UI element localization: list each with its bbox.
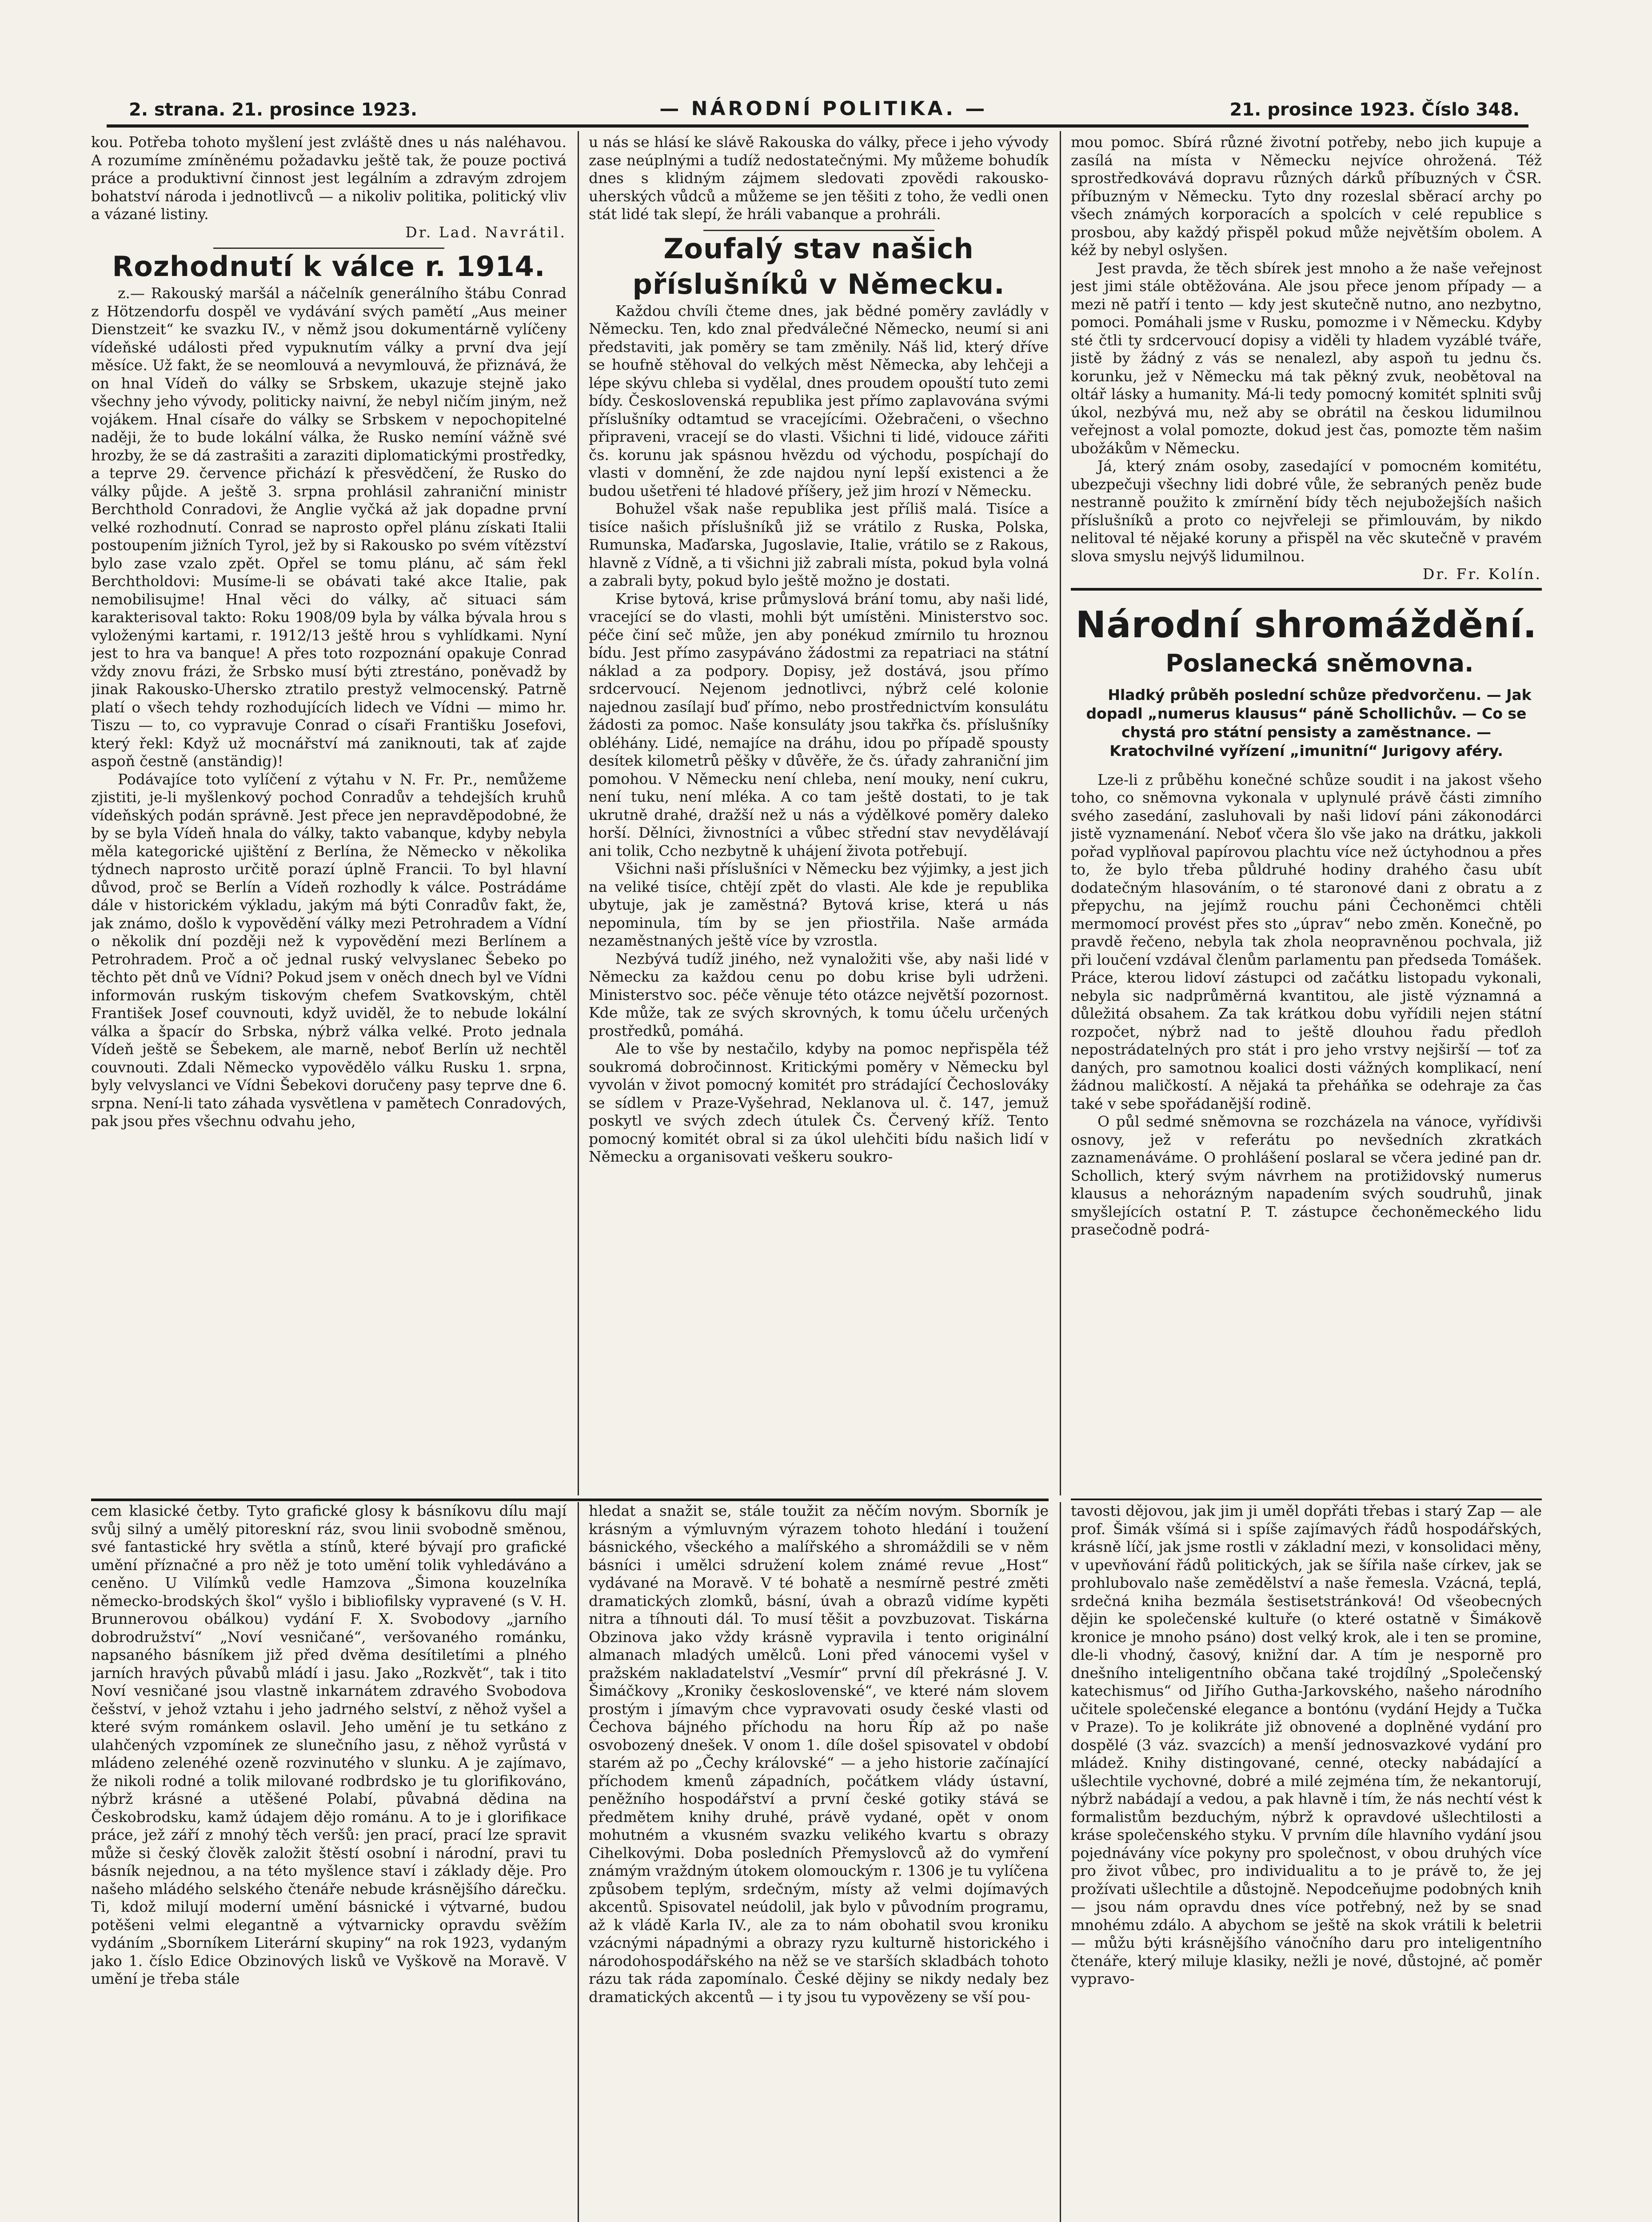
article-paragraph: Lze-li z průběhu konečné schůze soudit i na jakost všeho toho, co sněmovna vykonala v uplynulé právě části zimního svého zasedání, zasluhovali by naši lidoví páni zákonodárci jistě vyznamenání. Neboť včera šlo vše jako na drátku, jakkoli pořad vyplňoval papírovou plachtu více než úctyhodnou a přes to, že bylo třeba půldruhé hodiny drahého času ubít dodatečným hlasováním, o té staronové dani z obratu a z přepychu, na jejímž rouchu páni Čechoněmci chtěli mermomocí provést přes sto „úprav“ nebo změn. Konečně, po pravdě řečeno, nebyla tak zhola neopravněnou pochvala, již při loučení vzdával členům parlamentu pan předseda Tomášek. Práce, kterou lidoví zástupci od začátku listopadu vykonali, nebyla sic nadprůměrná kvantitou, ale jistě významná a důležitá obsahem. Za tak krátkou dobu vyřídili nejen státní rozpočet, nýbrž nad to ještě dlouhou řadu předloh nepostrádatelných pro stát i pro jeho vrstvy nejširší — toť za daných, pro samotnou koalici dosti vážných komplikací, není žádnou maličkostí. A nějaká ta přeháňka se odehraje za čas také v sebe spořádanější rodině. [1071, 771, 1542, 1112]
feuilleton-rule [91, 1499, 1049, 1501]
article-paragraph: Já, který znám osoby, zasedající v pomocném komitétu, ubezpečuji všechny lidi dobré vůle, že sebraných peněz bude nestranně použito k zmírnění bídy těch nejubožejších našich příslušníků a proto co nejvřeleji se přimlouvám, by nikdo nelitoval té nějaké koruny a přispěl na věc skutečně v pravém slova smyslu nejvýš lidumilnou. [1071, 457, 1542, 565]
author-signature: Dr. Lad. Navrátil. [405, 223, 567, 241]
header-left: 2. strana. 21. prosince 1923. [129, 100, 418, 120]
feuilleton-text: cem klasické četby. Tyto grafické glosy k básníkovu dílu mají svůj silný a umělý pitoreskní ráz, svou linii svobodně směnou, své fantastické hry světla a stínů, které bývají pro grafické umění příznačné a pro něž je toto umění tolik vyhledáváno a ceněno. U Vilímků vedle Hamzova „Šimona kouzelníka německo-brodských škol“ vyšlo i bibliofilsky vypravené (s V. H. Brunnerovou obálkou) vydání F. X. Svobodovy „jarního dobrodružství“ „Noví vesničané“, veršovaného románku, napsaného básníkem již před dvěma desítiletími a plného jarních hravých půvabů mládí i jasu. Jako „Rozkvět“, tak i tito Noví vesničané jsou vlastně inkarnátem zdravého Svobodova češství, v jehož vztahu i jeho jadrného selství, z něhož vyšel a které svým románkem oslavil. Jeho umění je tu setkáno z ulahčených vzpomínek ze slunečního jasu, z něhož vyrůstá v mládeno zelenéhé ozeně rozvinutého v slunku. A je zajímavo, že nikoli rodné a tolik milované rodbrdsko je tu glorifikováno, nýbrž krásné a utěšené Polabí, půvabná dědina na Českobrodsku, kamž údajem dějo románu. A to je i glorifikace práce, jež září z mnohý těch veršů: jen prací, prací lze spravit může si český člověk založit štěstí osobní i národní, pravi tu básník nejednou, a na této myšlence staví i základy děje. Pro našeho mládého selského čtenáře nebude krásnějšího dárečku. Ti, kdož milují moderní umění básnické i výtvarné, budou potěšeni velmi elegantně a výtvarnicky opravdu svěžím vydáním „Sborníkem Literární skupiny“ na rok 1923, vydaným jako 1. číslo Edice Obzinových lisků ve Vyškově na Moravě. V umění je třeba stále [91, 1502, 567, 1987]
article-headline: Zoufalý stav našich příslušníků v Německu. [632, 232, 1005, 300]
article-paragraph: z.— Rakouský maršál a náčelník generálního štábu Conrad z Hötzendorfu dospěl ve vydávání svých pamětí „Aus meiner Dienstzeit“ ke svazku IV., v němž jsou dokumentárně vylíčeny vídeňské události před vypuknutím války a první dva její měsíce. Už fakt, že se neomlouvá a nevymlouvá, že přiznává, že on hnal Vídeň do války se Srbskem, ukazuje stejně jako všechny jeho vývody, politicky naivní, že nebyl ničím jiným, než vojákem. Hnal císaře do války se Srbskem v nepochopitelné naději, že to bude lokální válka, že Rusko nemíní vážně své hrozby, že se dá zastrašiti a zaraziti diplomatickými prostředky, a teprve 29. července přichází k přesvědčení, že Rusko do války půjde. A ještě 3. srpna prohlásil zahraniční ministr Berchthold Conradovi, že Anglie vyčká až jak dopadne první velké rozhodnutí. Conrad se naprosto opřel plánu získati Italii postoupením jižních Tyrol, jež by si Rakousko po svém vítězství bylo zase vzalo zpět. Opřel se tomu plánu, ač sám řekl Berchtholdovi: Musíme-li se obávati také akce Italie, pak nemobilisujme! Hnal věci do války, ač situaci sám karakterisoval takto: Roku 1908/09 byla by válka bývala hrou s vyloženými kartami, r. 1912/13 ještě hrou s vyhlídkami. Nyní jest to hra va banque! A přes toto rozpoznání opakuje Conrad vždy znovu frázi, že Srbsko musí býti ztrestáno, poněvadž by jinak Rakousko-Uhersko ztratilo prestyž velmocenský. Patrně platí o všech tehdy rozhodujících lidech ve Vídni — mimo hr. Tiszu — to, co vypravuje Conrad o císaři Františku Josefovi, který řekl: Když už mocnářství má zaniknouti, tak ať zajde aspoň čestně (anständig)! [91, 284, 567, 770]
feuilleton-text: tavosti dějovou, jak jim ji uměl dopřáti třebas i starý Zap — ale prof. Šimák všímá si i spíše zajímavých řádů hospodářských, krásně líčí, jak jsme rostli v základní mezi, v konsolidaci měny, v upevňování řádů politických, jak se šířila naše církev, jak se prohlubovalo naše zemědělství a naše řemesla. Vzácná, teplá, srdečná kniha bezmála šestisetstránková! Od všeobecných dějin ke společenské kultuře (o které ostatně v Šimákově kronice je mnoho psáno) dost velký krok, ale i ten se promine, dle-li vhodný, časový, knižní dar. A tím je nesporně pro dnešního inteligentního občana také trojdílný „Společenský katechismus“ od Jiřího Gutha-Jarkovského, našeho národního učitele společenské elegance a bontónu (vydání Hejdy a Tučka v Praze). To je kolikráte již obnovené a doplněné vydání pro dospělé (3 váz. svazcích) a menší jednosvazkové vydání pro mládež. Knihy distingované, cenné, otecky nabádající a ušlechtile vychovné, dobré a milé zejména tím, že nekantorují, nýbrž nabádají a vedou, a pak hlavně i tím, že nás nechtí vést k formalistům bezduchým, nýbrž k opravdové ušlechtilosti a kráse společenského styku. V prvním díle hlavního vydání jsou pojednávány více pokyny pro společnost, v obou druhých více pro život vůbec, pro individualitu a to je právě to, že jej prožívati ušlechtile a důstojně. Nepodceňujme podobných knih — jsou nám opravdu dnes více potřebný, než by se snad mnohému zdálo. A abychom se ještě na skok vrátili k beletrii — můžu býti krásnějšího vánočního daru pro inteligentního čtenáře, který miluje klasiky, nežli je nové, důstojné, ač poměr vypravo- [1071, 1502, 1542, 1987]
header-rule [107, 124, 1528, 128]
article-paragraph: Ale to vše by nestačilo, kdyby na pomoc nepřispěla též soukromá dobročinnost. Kritickými poměry v Německu byl vyvolán v život pomocný komitét pro strádající Čechoslováky se sídlem v Praze-Vyšehrad, Neklanova ul. č. 147, jemuž poskytl ve svých zdech útulek Čs. Červený kříž. Tento pomocný komitét obral si za úkol ulehčiti bídu našich lidí v Německu a organisovati veškeru soukro- [589, 1040, 1049, 1165]
article-paragraph: Nezbývá tudíž jiného, než vynaložiti vše, aby naši lidé v Německu za každou cenu po dobu krise byli udrženi. Ministerstvo soc. péče věnuje této otázce největší pozornost. Kde může, tak ze svých skrovných, k tomu účelu určených prostředků, pomáhá. [589, 950, 1049, 1039]
page-header [129, 93, 1520, 120]
feuilleton-column-1 [91, 1502, 567, 2222]
column-3 [1071, 133, 1542, 1502]
header-right: 21. prosince 1923. Číslo 348. [1229, 100, 1520, 120]
article-continuation: kou. Potřeba tohoto myšlení jest zvláště dnes u nás naléhavou. A rozumíme zmíněnému požadavku ještě tak, že pouze poctivá práce a produktivní činnost jest legálním a zdravým zdrojem bohatství národa i jednotlivců — a nikoliv politika, politický vliv a vázané listiny. [91, 133, 567, 223]
feuilleton-column-2 [589, 1502, 1049, 2222]
article-paragraph: O půl sedmé sněmovna se rozcházela na vánoce, vyřídivši osnovy, jež v referátu po nevšedních zkratkách zaznamenáváme. O prohlášení poslaral se včera jediné pan dr. Schollich, který svým návrhem na protižidovský numerus klausus a nehorázným napadením svých soudruhů, jinak smyšlejících ostatní P. T. zástupce čechoněmeckého lidu prasečodně podrá- [1071, 1113, 1542, 1238]
article-paragraph: Bohužel však naše republika jest příliš malá. Tisíce a tisíce našich příslušníků již se vrátilo z Ruska, Polska, Rumunska, Maďarska, Jugoslavie, Italie, vrátilo se z Rakous, hlavně z Vídně, a ti všichni již zabrali místa, pokud byla volná a zabrali byty, pokud bylo ještě možno je dostati. [589, 500, 1049, 589]
column-rule [578, 1502, 579, 2222]
article-continuation: u nás se hlásí ke slávě Rakouska do války, přece i jeho vývody zase neúplnými a tudíž nedostatečnými. My můžeme bohudík dnes s klidným zájmem sledovati zpovědi rakousko-uherských vůdců a můžeme se jen těšiti z toho, že vedli onen stát lidé tak slepí, že hráli vabanque a prohráli. [589, 133, 1049, 223]
section-headline: Národní shromáždění. [1075, 603, 1537, 646]
article-deck: Hladký průběh poslední schůze předvorčenu. — Jak dopadl „numerus klausus“ páně Schollichův. — Co se chystá pro státní pensisty a zaměstnance. — Kratochvilné vyřízení „imunitní“ Jurigovy aféry. [1086, 686, 1532, 759]
section-subheadline: Poslanecká sněmovna. [1165, 649, 1474, 677]
article-paragraph: Všichni naši příslušníci v Německu bez výjimky, a jest jich na veliké tisíce, chtějí zpět do vlasti. Ale kde je republika ubytuje, jak je zaměstná? Bytová krise, která u nás nepominula, tím by se jen přiostřila. Naše armáda nezaměstnaných ještě více by vzrostla. [589, 860, 1049, 949]
article-paragraph: Podávajíce toto vylíčení z výtahu v N. Fr. Pr., nemůžeme zjistiti, je-li myšlenkový pochod Conradův a tehdejších kruhů vídeňských podán správně. Jest přece jen nepravděpodobné, že by se byla Vídeň hnala do války, takto vabanque, kdyby nebyla měla kategorické ujištění z Berlína, že Německo v několika týdnech naprosto určitě porazí úplně Francii. To byl hlavní důvod, proč se Berlín a Vídeň rozhodly k válce. Postrádáme dále v historickém výkladu, jakým má býti Conradův fakt, že, jak známo, došlo k vypovědění války mezi Petrohradem a Vídní o několik dní později než k vypovědění mezi Berlínem a Petrohradem. Proč a oč jednal ruský velvyslanec Šebeko po těchto pět dnů ve Vídni? Pokud jsem v oněch dnech byl ve Vídni informován ruským tiskovým chefem Svatkovským, chtěl František Josef couvnouti, když uviděl, že to nebude lokální válka a špacír do Srbska, nýbrž válka velké. Proto jednala Vídeň ještě se Šebekem, ale marně, neboť Berlín už nechtěl couvnouti. Zdali Německo vypovědělo válku Rusku 1. srpna, byly velvyslanci ve Vídni Šebekovi doručeny pasy teprve dne 6. srpna. Není-li tato záhada vysvětlena v pamětech Conradových, pak jsou přes všechnu odvahu jeho, [91, 770, 567, 1130]
masthead-title: — NÁRODNÍ POLITIKA. — [659, 97, 988, 120]
feuilleton-rule [1071, 1499, 1542, 1500]
section-rule [1071, 588, 1542, 591]
column-1 [91, 133, 567, 1502]
article-paragraph: Krise bytová, krise průmyslová brání tomu, aby naši lidé, vracející se do vlasti, mohli být umístěni. Ministerstvo soc. péče činí seč může, jen aby ponékud zmírnilo tu hroznou bídu. Jest přímo zasypáváno žádostmi za repatriaci na státní náklad a za podpory. Dopisy, jež dostává, jsou přímo srdcervoucí. Nejenom jednotlivci, nýbrž celé kolonie najednou zasílají buď přímo, nebo prostřednictvím konsulátu žádosti za pomoc. Naše konsuláty jsou takřka čs. příslušníky obléhány. Lidé, nemajíce na dráhu, idou po případě spousty desítek kilometrů pěšky v důvěře, že čs. úřady zahraniční jim pomohou. V Německu není chleba, není mouky, není cukru, není tuku, není mléka. A co tam ještě dostati, to je tak ukrutně drahé, dražší než u nás a výdělkové poměry daleko horší. Dělníci, živnostníci a vůbec střední stav nevydělávají ani tolik, Ccho nezbytně k uhájení života potřebují. [589, 590, 1049, 859]
feuilleton-column-3 [1071, 1502, 1542, 2222]
article-paragraph: Každou chvíli čteme dnes, jak bědné poměry zavládly v Německu. Ten, kdo znal předválečné Německo, neumí si ani představiti, jak poměry se tam změnily. Náš lid, který dříve se houfně stěhoval do velkých měst Německa, aby lehčeji a lépe skývu chleba si vydělal, dnes proudem opouští tuto zemi bídy. Československá republika jest přímo zaplavována svými příslušníky odtamtud se vracejícími. Ožebračeni, o všechno připraveni, vracejí se do vlasti. Všichni ti lidé, vidouce zářiti čs. korunu jak spásnou hvězdu od východu, pospíchají do vlasti v domnění, že zde najdou nyní lepší existenci a že budou ušetřeni té hladové příšery, jež jim hrozí v Německu. [589, 302, 1049, 500]
article-continuation: mou pomoc. Sbírá různé životní potřeby, nebo jich kupuje a zasílá na místa v Německu nejvíce ohrožená. Též sprostředkovává dopravu různých dárků příbuzných v ČSR. příbuzným v Německu. Tyto dny rozeslal sběrací archy po všech známých korporacích a spolcích v celé republice s prosbou, aby každý přispěl pokud může největším obolem. A kéž by nebyl oslyšen. [1071, 133, 1542, 259]
article-headline: Rozhodnutí k válce r. 1914. [112, 250, 546, 283]
column-rule [578, 131, 579, 1495]
column-rule [1060, 131, 1061, 1495]
article-paragraph: Jest pravda, že těch sbírek jest mnoho a že naše veřejnost jest jimi stále obtěžována. Ale jsou přece jenom případy — a mezi ně patří i tento — kdy jest skutečně nutno, ano nezbytno, pomoci. Pomáhali jsme v Rusku, pomozme i v Německu. Kdyby sté čtli ty srdcervoucí dopisy a viděli ty hladem vyzáblé tváře, jistě by žádný z vás se nenalezl, aby aspoň tu jednu čs. korunku, jež v Německu má tak pěkný zvuk, neobětoval na oltář lásky a humanity. Má-li tedy pomocný komitét splniti svůj úkol, nezbývá mu, než aby se obrátil na českou lidumilnou veřejnost a volal pomozte, dokud jest čas, pomozte těm našim ubožákům v Německu. [1071, 259, 1542, 457]
feuilleton-text: hledat a snažit se, stále toužit za něčím novým. Sborník je krásným a výmluvným výrazem tohoto hledání i toužení básnického, všeckého a malířského a shromáždili se v něm básníci i umělci sdružení kolem známé revue „Host“ vydávané na Moravě. V té bohatě a nesmírně pestré změti dramatických zlomků, básní, úvah a obrazů vidíme kypěti nitra a tíhnouti dál. To musí těšit a povzbuzovat. Tiskárna Obzinova jako vždy krásně vypravila i tento originální almanach mladých umělců. Loni před vánocemi vyšel v pražském nakladatelství „Vesmír“ první díl překrásné J. V. Šimáčkovy „Kroniky československé“, ve které nám slovem prostým i jímavým chce vypravovati osudy české vlasti od Čechova bájného příchodu na horu Říp až po naše osvobozený dnešek. V onom 1. díle došel spisovatel v období starém až po „Čechy královské“ — a jeho historie začínající příchodem kmenů západních, počátkem vlády ústavní, peněžního hospodářství a první české gotiky stává se předmětem knihy druhé, právě vydané, opět v onom mohutném a vkusném svazku velikého kvartu s obrazy Cihelkovými. Doba posledních Přemyslovců až do vymření známým vraždným útokem olomouckým r. 1306 je tu vylíčena způsobem teplým, srdečným, místy až velmi dojímavých akcentů. Spisovatel neúdolil, jak bylo v původním programu, až k vládě Karla IV., ale za to nám obohatil svou kroniku vzácnými nápadnými a obrazy ryzu kulturně historického i národohospodářského na něž se ve starších skladbách tohoto rázu tak ráda zapomínalo. České dějiny se nikdy nedaly bez dramatických akcentů — i ty jsou tu vypovězeny se vší pou- [589, 1502, 1049, 2006]
column-2 [589, 133, 1049, 1502]
author-signature: Dr. Fr. Kolín. [1422, 565, 1542, 583]
column-rule [1060, 1502, 1061, 2222]
